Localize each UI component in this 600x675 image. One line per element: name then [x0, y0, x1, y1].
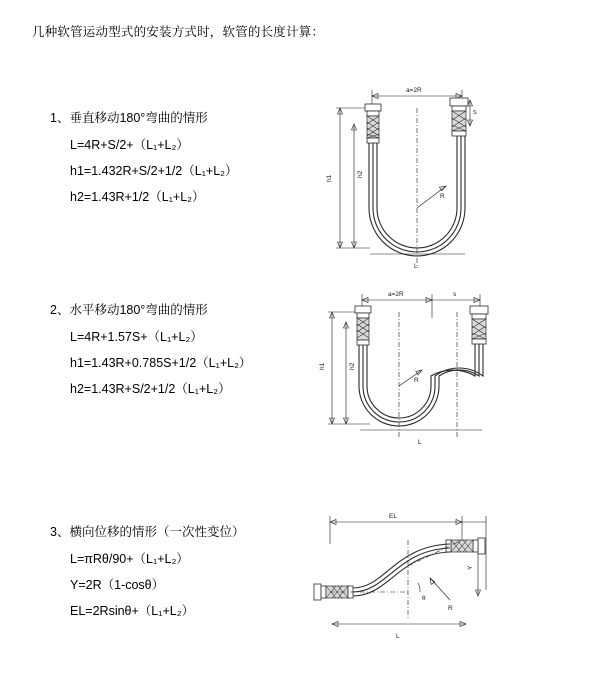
section-2-formula-1: L=4R+1.57S+（L₁+L₂） [70, 330, 203, 344]
section-3-formula-2: Y=2R（1-cosθ） [70, 578, 165, 592]
svg-text:L: L [418, 439, 422, 446]
svg-text:EL: EL [389, 513, 397, 520]
section-1-title: 1、垂直移动180°弯曲的情形 [50, 111, 208, 125]
dim-label-a2r: a=2R [406, 87, 422, 94]
svg-text:Y: Y [467, 565, 474, 570]
section-2-formula-3: h2=1.43R+S/2+1/2（L₁+L₂） [70, 382, 231, 396]
svg-text:R: R [414, 377, 419, 384]
svg-text:L: L [396, 633, 400, 640]
svg-text:h2: h2 [357, 170, 364, 178]
svg-text:h1: h1 [326, 174, 333, 182]
svg-text:θ: θ [422, 595, 426, 602]
section-3-text [50, 522, 300, 627]
svg-text:L: L [414, 263, 418, 270]
lateral-offset-diagram [290, 500, 510, 650]
section-3-formula-3: EL=2Rsinθ+（L₁+L₂） [70, 604, 195, 618]
svg-text:h2: h2 [349, 362, 356, 370]
section-2-text [50, 300, 300, 405]
svg-text:R: R [448, 605, 453, 612]
section-2-formula-2: h1=1.43R+0.785S+1/2（L₁+L₂） [70, 356, 252, 370]
svg-text:R: R [440, 193, 445, 200]
section-1-formula-1: L=4R+S/2+（L₁+L₂） [70, 138, 189, 152]
section-1-text [50, 108, 300, 213]
section-1-formula-2: h1=1.432R+S/2+1/2（L₁+L₂） [70, 164, 238, 178]
vertical-180-bend-diagram [310, 78, 510, 278]
svg-text:S: S [473, 110, 477, 116]
svg-text:h1: h1 [319, 362, 326, 370]
section-1-formula-3: h2=1.43R+1/2（L₁+L₂） [70, 190, 205, 204]
page-title: 几种软管运动型式的安装方式时，软管的长度计算： [32, 25, 325, 39]
section-3-formula-1: L=πRθ/90+（L₁+L₂） [70, 552, 189, 566]
section-2-title: 2、水平移动180°弯曲的情形 [50, 303, 208, 317]
svg-text:a=2R: a=2R [388, 291, 404, 298]
horizontal-180-bend-diagram [310, 278, 510, 458]
svg-text:s: s [453, 291, 457, 298]
section-3-title: 3、横向位移的情形（一次性变位） [50, 525, 245, 539]
